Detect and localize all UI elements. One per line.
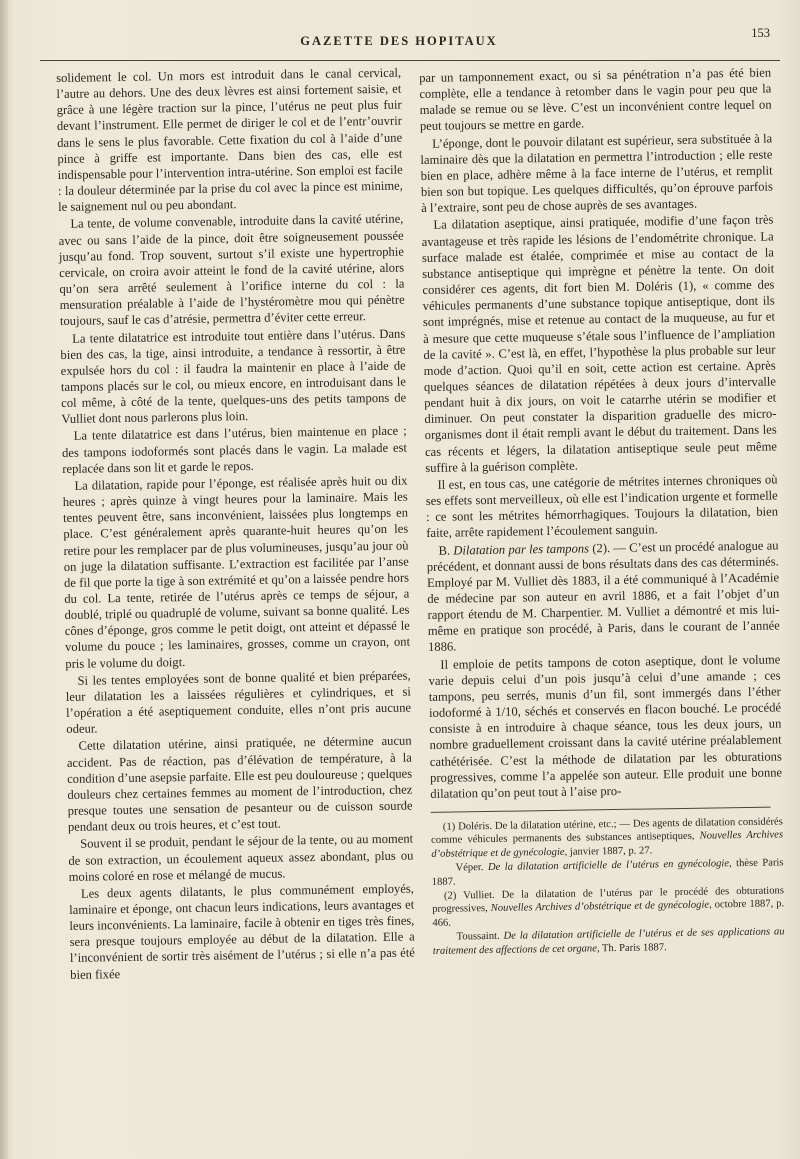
page-number: 153 xyxy=(751,26,770,40)
paragraph: La dilatation aseptique, ainsi pratiquée, modifie d’une façon très avantageuse et très rapide les lésions de l’endométrite chronique. La surface malade est étalée, comprimée et mise au contact de la substance antiseptique qui imprègne et pénètre la tente. On doit considérer ces agents, dit fort bien M. Doléris (1), « comme des véhicules permanents d’une substance topique antiseptique, dont ils sont imprégnés, mise et retenue au contact de la muqueuse, au fur et à mesure que cette muqueuse s’étale sous l’influence de l’ampliation de la cavité ». C’est là, en effet, l’hypothèse la plus probable sur leur mode d’action. Quoi qu’il en soit, cette action est certaine. Après quelques séances de dilatation répétées à deux jours d’intervalle pendant huit à dix jours, on voit le catarrhe utérin se modifier et diminuer. On peut constater la disparition graduelle des micro-organismes dont il était rempli avant le début du traitement. Dans les cas récents et légers, la dilatation antiseptique seule peut même suffire à la guérison complète. xyxy=(421,212,778,475)
paragraph: Il emploie de petits tampons de coton aseptique, dont le volume varie depuis celui d’un pois jusqu’à celui d’une amande ; ces tampons, peu serrés, munis d’un fil, sont immergés dans l’éther iodoformé à 1/10, séchés et conservés en flacon bouché. Le procédé consiste à en introduire à chaque séance, tous les deux jours, un nombre graduellement croissant dans la cavité utérine préalablement cathétérisée. C’est la méthode de dilatation par les obturations progressives, comme l’a appelée son auteur. Elle produit une bonne dilatation qu’on peut tout à l’aise pro- xyxy=(428,652,783,801)
paragraph: par un tamponnement exact, ou si sa pénétration n’a pas été bien complète, elle a tendance à retomber dans le vagin pour peu que la malade se remue ou se lève. C’est un inconvénient contre lequel on peut toujours se mettre en garde. xyxy=(419,65,772,134)
footnote-title: De la dilatation artificielle de l’utérus en gynécologie xyxy=(487,858,730,874)
section-b-paragraph xyxy=(426,537,780,656)
section-title: Dilatation par les tampons xyxy=(453,540,590,558)
footnote-text: , octobre 1887, p. 466. xyxy=(432,898,785,929)
footnote-title: De la dilatation artificielle de l’utérus et de ses applications au traitement des affections de cet organe xyxy=(432,926,785,957)
footnote-text: , janvier 1887, p. 27. xyxy=(564,845,653,858)
footnote-text: (2) Vulliet. De la dilatation de l’utérus par le procédé des obturations progressives, xyxy=(432,885,785,916)
footnote-text: Toussaint. xyxy=(456,931,504,943)
footnote-journal: Nouvelles Archives d’obstétrique et de gynécologie xyxy=(431,829,784,860)
paragraph: Cette dilatation utérine, ainsi pratiquée, ne détermine aucun accident. Pas de réaction, pas d’élévation de température, à la condition d’une asepsie parfaite. Elle est peu douloureuse ; quelques douleurs chez certaines femmes au moment de l’introduction, chez presque toutes une sensation de pesanteur ou de cuisson sourde pendant deux ou trois heures, et c’est tout. xyxy=(66,733,413,835)
left-column xyxy=(56,65,415,983)
paragraph: L’éponge, dont le pouvoir dilatant est supérieur, sera substituée à la laminaire dès que la dilatation en permettra l’introduction ; elle reste bien en place, adhère même à la face interne de l’utérus, et remplit bien son but topique. Les quelques difficultés, qu’on éprouve parfois à l’extraire, sont peu de chose auprès de ses avantages. xyxy=(420,131,773,216)
footnote-rule xyxy=(431,807,771,813)
paragraph: La tente, de volume convenable, introduite dans la cavité utérine, avec ou sans l’aide de la pince, doit être soigneusement poussée jusqu’au fond. Trop souvent, surtout s’il existe une hypertrophie cervicale, on croira avoir atteint le fond de la cavité utérine, alors qu’on sera arrêté seulement à l’orifice interne du col : la mensuration préalable à l’aide de l’hystéromètre mou qui pénètre toujours, sauf le cas d’atrésie, permettra d’éviter cette erreur. xyxy=(58,211,405,329)
footnote-veper xyxy=(431,857,783,889)
paragraph: La tente dilatatrice est introduite tout entière dans l’utérus. Dans bien des cas, la tige, ainsi introduite, a tendance à ressortir, à être expulsée hors du col : il faudra la maintenir en place à l’aide de tampons placés sur le col, ou mieux encore, en introduisant dans le col même, à côté de la tente, quelques-uns des petits tampons de Vulliet dont nous parlerons plus loin. xyxy=(60,326,407,427)
footnote-text: Véper. xyxy=(455,862,489,874)
paragraph: Il est, en tous cas, une catégorie de métrites internes chroniques où ses effets sont merveilleux, où elle est l’indication urgente et formelle : ce sont les métrites hémorrhagiques. Toujours la dilatation, bien faite, arrête rapidement l’écoulement sanguin. xyxy=(425,472,779,541)
right-column xyxy=(419,64,785,958)
journal-title: GAZETTE DES HOPITAUX xyxy=(300,34,498,48)
footnotes xyxy=(431,815,785,958)
paragraph: La dilatation, rapide pour l’éponge, est réalisée après huit ou dix heures ; après quinze à vingt heures pour la laminaire. Mais les tentes peuvent être, sans inconvénient, laissées plus longtemps en place. C’est généralement après quarante-huit heures qu’on les retire pour les remplacer par de plus volumineuses, jusqu’au jour où on juge la dilatation suffisante. L’extraction est facilitée par l’anse de fil que porte la tige à son extrémité et qu’on a laissée pendre hors du col. La tente, retirée de l’utérus après ce temps de séjour, a doublé, triplé ou quadruplé de volume, suivant sa bonne qualité. Les cônes d’éponge, gros comme le petit doigt, ont atteint et dépassé le volume du pouce ; les laminaires, grosses, comme un crayon, ont pris le volume du doigt. xyxy=(62,473,411,671)
paragraph: solidement le col. Un mors est introduit dans le canal cervical, l’autre au dehors. Une des deux lèvres est ainsi fortement saisie, et grâce à une légère traction sur la pince, l’utérus ne peut plus fuir devant l’instrument. Elle permet de diriger le col et de l’entr’ouvrir dans le sens le plus favorable. Cette fixation du col à l’aide d’une pince à griffe est importante. Dans bien des cas, elle est indispensable pour l’intervention intra-utérine. Son emploi est facile : la douleur déterminée par la prise du col avec la pince est minime, le saignement nul ou peu abondant. xyxy=(56,65,403,215)
footnote-text: (1) Doléris. De la dilatation utérine, etc.; — Des agents de dilatation considérés comme véhicules permanents des substances antiseptiques, xyxy=(431,816,783,847)
paragraph: Si les tentes employées sont de bonne qualité et bien préparées, leur dilatation les a laissées régulières et cylindriques, et si l’opération a été aseptiquement conduite, elles n’ont pris aucune odeur. xyxy=(65,668,412,737)
section-label: B. xyxy=(438,543,451,558)
footnote-2 xyxy=(432,884,785,930)
footnote-1 xyxy=(431,815,784,861)
footnote-toussaint xyxy=(433,926,785,958)
footnote-text: , Th. Paris 1887. xyxy=(596,941,667,955)
section-text: (2). — C’est un procédé analogue au précédent, et donnant aussi de bons résultats dans des cas déterminés. Employé par M. Vulliet dès 1883, il a été communiqué à l’Académie de médecine par son auteur en avril 1886, et a fait l’objet d’un rapport étendu de M. Charpentier. M. Vulliet a démontré et mis lui-même en pratique son procédé, à Paris, dans le courant de l’année 1886. xyxy=(426,537,780,655)
header-rule xyxy=(40,60,780,61)
binding-edge xyxy=(0,0,8,1159)
page-header xyxy=(20,26,778,54)
paragraph: Les deux agents dilatants, le plus communément employés, laminaire et éponge, ont chacun leurs indications, leurs avantages et leurs inconvénients. La laminaire, facile à obtenir en tiges très fines, sera presque toujours employée au début de la dilatation. Elle a l’inconvénient de sortir très aisément de l’utérus ; si elle n’a pas été bien fixée xyxy=(69,881,416,982)
paragraph: La tente dilatatrice est dans l’utérus, bien maintenue en place ; des tampons iodoformés sont placés dans le vagin. La malade est replacée dans son lit et garde le repos. xyxy=(61,423,408,476)
paragraph: Souvent il se produit, pendant le séjour de la tente, ou au moment de son extraction, un écoulement aqueux assez abondant, plus ou moins coloré en rose et mélangé de mucus. xyxy=(68,831,414,884)
footnote-journal: Nouvelles Archives d’obstétrique et de gynécologie xyxy=(490,900,710,915)
footnote-text: , thèse Paris 1887. xyxy=(431,857,784,888)
